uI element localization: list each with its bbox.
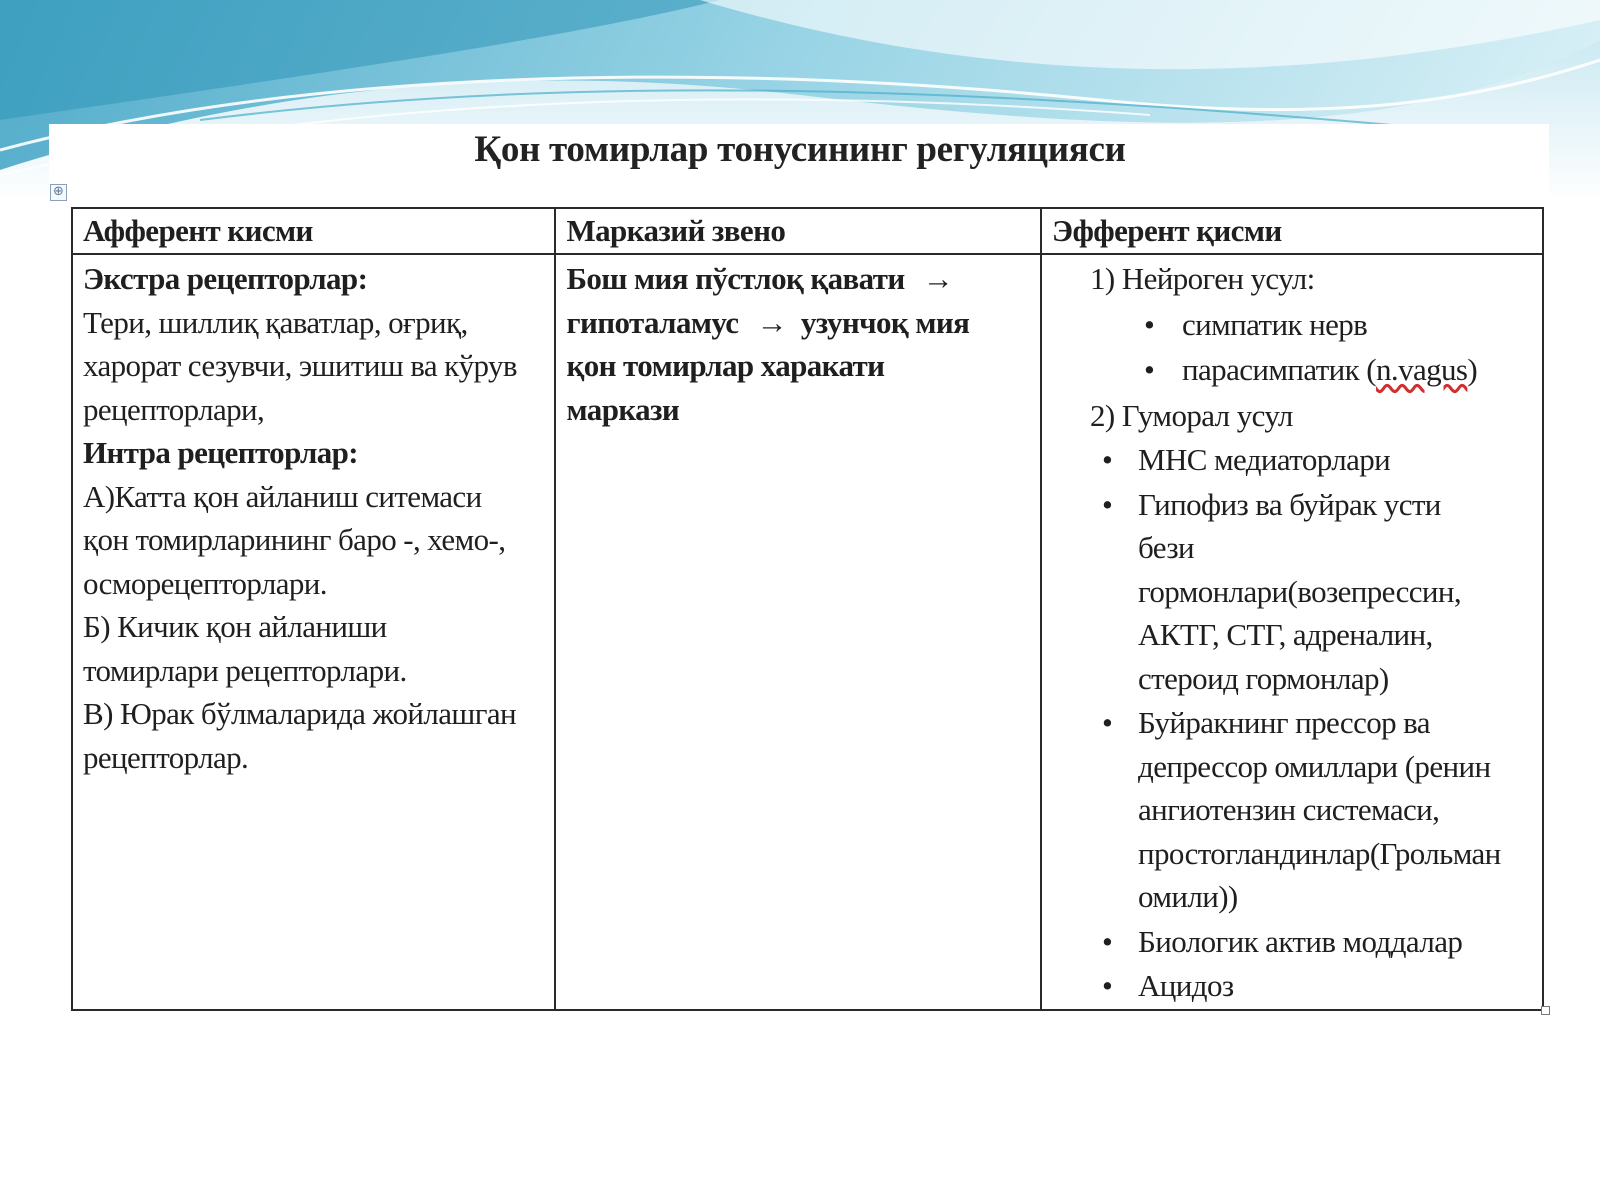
bioactive-text: Биологик актив моддалар (1138, 923, 1463, 959)
neurogenic-list (1052, 303, 1534, 392)
intra-line-2: қон томирларининг баро -, хемо-, (83, 522, 506, 557)
extra-line-3: рецепторлари, (83, 391, 265, 427)
intra-line-3: осморецепторлари. (83, 565, 327, 601)
vagus-text: n.vagus (1376, 352, 1468, 387)
bullet-icon: • (1144, 306, 1155, 342)
header-afferent: Афферент кисми (72, 208, 555, 254)
list-item (1052, 483, 1534, 701)
buyrak-line-5: омили)) (1138, 879, 1238, 914)
buyrak-line-4: простогландинлар(Грольман (1138, 835, 1501, 871)
hypothalamus-text: гипоталамус (566, 304, 739, 340)
efferent-cell (1041, 254, 1543, 1010)
regulation-table (71, 207, 1544, 1011)
page-title: Қон томирлар тонусининг регуляцияси (474, 129, 1126, 170)
neurogenic-heading: 1) Нейроген усул: (1090, 261, 1315, 296)
gipofiz-line-4: АКТГ, СТГ, адреналин, (1138, 617, 1433, 652)
list-item (1052, 920, 1534, 964)
acidosis-text: Ацидоз (1138, 968, 1234, 1003)
bullet-icon: • (1144, 352, 1155, 387)
table-body-row (72, 254, 1543, 1010)
extra-line-2: харорат сезувчи, эшитиш ва кўрув (83, 348, 517, 383)
medulla-text: узунчоқ мия (800, 304, 970, 340)
gipofiz-line-5: стероид гормонлар) (1138, 660, 1389, 696)
table-move-handle-icon[interactable]: ⊕ (50, 184, 67, 201)
list-item (1052, 964, 1534, 1008)
intra-line-7: рецепторлар. (83, 739, 249, 775)
bullet-icon: • (1102, 486, 1113, 522)
bullet-icon: • (1102, 923, 1113, 959)
gipofiz-line-2: бези (1138, 530, 1194, 565)
close-paren-text: ) (1467, 352, 1478, 387)
bullet-icon: • (1102, 705, 1113, 740)
central-line-1 (566, 257, 1032, 301)
intra-line-1: А)Катта қон айланиш ситемаси (83, 478, 482, 514)
gipofiz-line-1: Гипофиз ва буйрак усти (1138, 486, 1441, 522)
humoral-heading: 2) Гуморал усул (1090, 397, 1293, 433)
cortex-text: Бош мия пўстлоқ қавати (566, 261, 905, 296)
bullet-icon: • (1102, 968, 1113, 1003)
arrow-right-icon: → (922, 261, 954, 296)
gipofiz-line-3: гормонлари(возепрессин, (1138, 573, 1462, 609)
list-item (1052, 438, 1534, 482)
central-line-3: қон томирлар харакати (566, 348, 885, 383)
buyrak-line-2: депрессор омиллари (ренин (1138, 748, 1491, 784)
table-resize-handle-icon[interactable] (1541, 1006, 1550, 1015)
table-header-row (72, 208, 1543, 254)
extra-line-1: Тери, шиллиқ қаватлар, оғриқ, (83, 304, 468, 340)
buyrak-line-1: Буйракнинг прессор ва (1138, 705, 1430, 740)
central-line-2 (566, 301, 1032, 345)
humoral-list (1052, 438, 1534, 1008)
central-line-4: маркази (566, 391, 680, 427)
extra-receptors-heading: Экстра рецепторлар: (83, 261, 368, 296)
central-cell (555, 254, 1041, 1010)
header-efferent: Эфферент қисми (1041, 208, 1543, 254)
bullet-icon: • (1102, 442, 1113, 477)
intra-line-4: Б) Кичик қон айланиши (83, 609, 387, 644)
intra-receptors-heading: Интра рецепторлар: (83, 435, 358, 470)
list-item (1052, 303, 1534, 347)
arrow-right-icon: → (756, 304, 787, 340)
sympathetic-text: симпатик нерв (1182, 306, 1368, 342)
buyrak-line-3: ангиотензин системаси, (1138, 792, 1440, 827)
intra-line-5: томирлари рецепторлари. (83, 652, 407, 688)
list-item (1052, 701, 1534, 919)
mns-mediators-text: МНС медиаторлари (1138, 442, 1391, 477)
list-item (1052, 348, 1534, 392)
header-central: Марказий звено (555, 208, 1041, 254)
intra-line-6: В) Юрак бўлмаларида жойлашган (83, 696, 516, 731)
afferent-cell (72, 254, 555, 1010)
parasympathetic-text: парасимпатик ( (1182, 352, 1377, 387)
